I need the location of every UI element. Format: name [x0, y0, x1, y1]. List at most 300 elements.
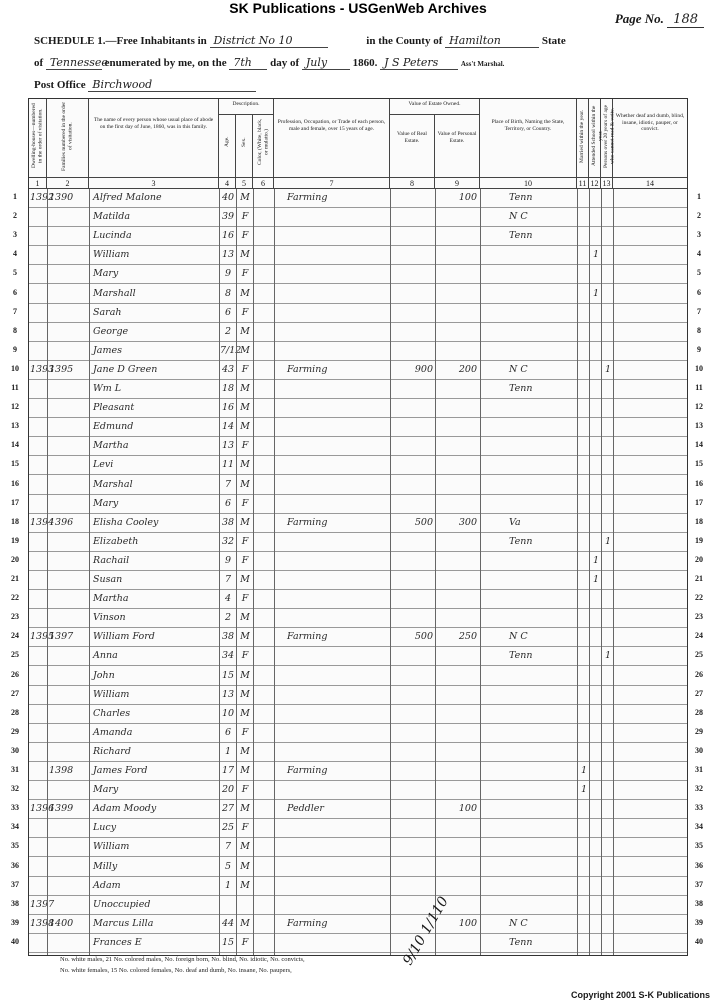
row-number: 30	[11, 745, 19, 755]
illiterate-mark	[603, 342, 613, 360]
birth-place	[509, 762, 575, 780]
row-number: 36	[11, 860, 19, 870]
married-mark	[579, 361, 589, 379]
family-number	[49, 208, 87, 226]
person-name: Lucy	[93, 822, 117, 834]
person-name: Wm L	[93, 383, 122, 394]
real-estate-value	[395, 533, 433, 551]
state-value: Tennessee	[46, 56, 102, 70]
personal-estate-value	[439, 246, 477, 264]
illiterate-mark: 1	[604, 650, 612, 662]
illiterate-mark	[603, 399, 613, 417]
married-mark	[579, 456, 589, 474]
row-number: 9	[13, 344, 17, 354]
person-age: 15	[221, 936, 235, 948]
real-estate-value	[395, 323, 433, 341]
illiterate-mark	[603, 227, 613, 245]
married-mark	[579, 571, 589, 589]
family-number	[49, 380, 87, 398]
personal-estate-value	[439, 667, 477, 685]
real-estate-value	[395, 495, 433, 513]
dwelling-number	[30, 686, 47, 704]
illiterate-mark	[603, 705, 613, 723]
illiterate-mark	[603, 246, 613, 264]
person-age: 7/12	[220, 344, 242, 356]
grid-column-line	[601, 189, 602, 955]
col-head-6: Color, (White, black, or mulatto.)	[253, 115, 274, 177]
person-sex: M	[240, 841, 250, 853]
day-value: 7th	[229, 56, 267, 70]
family-number	[49, 227, 87, 245]
person-sex: M	[240, 745, 250, 757]
row-number: 13	[695, 421, 703, 431]
state-label: State	[541, 35, 566, 47]
married-mark	[579, 552, 589, 570]
person-occupation: Farming	[287, 765, 328, 776]
grid-column-line	[236, 189, 237, 955]
birth-place	[509, 609, 575, 627]
person-sex: M	[240, 383, 250, 394]
row-number: 16	[11, 478, 19, 488]
person-name: Edmund	[93, 421, 134, 433]
row-number: 24	[11, 631, 19, 641]
personal-estate-value	[439, 456, 477, 474]
row-number: 4	[13, 249, 17, 259]
row-number: 34	[11, 822, 19, 832]
person-name: Susan	[93, 574, 123, 585]
schedule-line	[34, 34, 566, 48]
personal-estate-value	[439, 552, 477, 570]
person-sex: M	[240, 516, 250, 528]
illiterate-mark	[603, 800, 613, 818]
grid-column-line	[253, 189, 254, 955]
birth-place	[509, 877, 575, 895]
illiterate-mark	[603, 819, 613, 837]
real-estate-value: 500	[414, 516, 433, 528]
row-number: 37	[695, 879, 703, 889]
person-sex: M	[240, 192, 250, 203]
illiterate-mark	[603, 667, 613, 685]
person-occupation	[287, 342, 387, 360]
school-mark	[591, 877, 601, 895]
page-number	[615, 11, 704, 27]
of-label: of	[34, 57, 44, 69]
person-sex: F	[241, 593, 249, 605]
family-number	[49, 781, 87, 799]
person-occupation: Farming	[287, 516, 328, 528]
census-sheet	[28, 98, 688, 956]
dwelling-number	[30, 533, 47, 551]
row-number: 19	[11, 535, 19, 545]
school-mark	[591, 399, 601, 417]
row-number: 11	[11, 383, 19, 392]
birth-place: Tenn	[509, 936, 533, 948]
person-name: Mary	[93, 268, 119, 280]
person-occupation	[287, 590, 387, 608]
family-number	[49, 590, 87, 608]
marshal-value: J S Peters	[380, 56, 458, 70]
real-estate-value	[395, 342, 433, 360]
illiterate-mark	[603, 896, 613, 914]
row-number: 3	[697, 230, 701, 240]
married-mark	[579, 514, 589, 532]
personal-estate-value	[439, 571, 477, 589]
col-head-10: Place of Birth, Naming the State, Territory, or Country.	[480, 99, 577, 177]
real-estate-value	[395, 705, 433, 723]
personal-estate-value	[439, 819, 477, 837]
birth-place: Tenn	[509, 535, 533, 547]
person-occupation	[287, 819, 387, 837]
person-occupation	[287, 858, 387, 876]
school-mark	[591, 304, 601, 322]
row-number: 23	[695, 612, 703, 622]
person-name: George	[93, 325, 129, 337]
person-name: Unoccupied	[93, 898, 151, 910]
personal-estate-value	[439, 858, 477, 876]
dwelling-number	[30, 399, 47, 417]
personal-estate-value: 100	[458, 917, 477, 929]
person-name: Matilda	[93, 211, 131, 223]
person-sex: M	[240, 421, 250, 433]
person-age: 13	[221, 688, 235, 700]
row-number: 21	[11, 574, 19, 583]
personal-estate-value	[439, 609, 477, 627]
dwelling-number	[30, 781, 47, 799]
birth-place: N C	[509, 211, 528, 223]
person-sex: M	[240, 669, 250, 681]
row-number: 38	[695, 898, 703, 908]
illiterate-mark	[603, 838, 613, 856]
row-number: 3	[13, 230, 17, 240]
person-sex: F	[241, 363, 249, 375]
illiterate-mark	[603, 762, 613, 780]
footer-line-1: No. white males, 21 No. colored males, No. foreign born, No. blind, No. idiotic, No. convicts,	[60, 956, 305, 963]
family-number	[49, 571, 87, 589]
person-age: 9	[224, 554, 232, 566]
day-of-label: day of	[270, 57, 300, 69]
person-name: Martha	[93, 440, 129, 452]
school-mark	[591, 896, 601, 914]
birth-place	[509, 571, 575, 589]
married-mark	[579, 590, 589, 608]
grid-column-line	[435, 189, 436, 955]
person-occupation	[287, 609, 387, 627]
person-occupation	[287, 323, 387, 341]
row-number: 29	[11, 726, 19, 736]
personal-estate-value	[439, 934, 477, 952]
dwelling-number	[30, 418, 47, 436]
birth-place	[509, 437, 575, 455]
school-mark	[591, 456, 601, 474]
school-mark	[591, 647, 601, 665]
person-age: 34	[221, 650, 235, 662]
birth-place	[509, 781, 575, 799]
row-number: 15	[11, 459, 19, 469]
school-mark	[591, 437, 601, 455]
personal-estate-value	[439, 304, 477, 322]
col-head-9: Value of Personal Estate.	[435, 115, 480, 177]
person-age	[220, 896, 236, 914]
married-mark: 1	[580, 765, 588, 776]
person-name: Elizabeth	[93, 535, 139, 547]
person-occupation	[287, 208, 387, 226]
real-estate-value	[395, 800, 433, 818]
col-num-14: 14	[613, 177, 687, 189]
school-mark	[591, 858, 601, 876]
person-age: 8	[224, 287, 232, 299]
personal-estate-value	[439, 877, 477, 895]
person-age: 7	[224, 478, 232, 490]
row-number: 38	[11, 898, 19, 908]
illiterate-mark	[603, 285, 613, 303]
row-number: 20	[695, 554, 703, 564]
family-number: 1396	[49, 516, 74, 528]
person-age: 18	[221, 383, 235, 394]
person-name: Adam Moody	[93, 803, 157, 815]
person-age: 15	[221, 669, 235, 681]
illiterate-mark	[603, 380, 613, 398]
person-occupation	[287, 667, 387, 685]
dwelling-number	[30, 743, 47, 761]
row-number: 39	[11, 917, 19, 927]
person-occupation	[287, 896, 387, 914]
school-mark	[591, 762, 601, 780]
school-mark	[591, 514, 601, 532]
illiterate-mark	[603, 189, 613, 207]
person-occupation	[287, 781, 387, 799]
birth-place: N C	[509, 363, 528, 375]
description-head: Description.	[219, 99, 274, 115]
person-sex: F	[241, 650, 249, 662]
person-name: Rachail	[93, 554, 130, 566]
birth-place	[509, 418, 575, 436]
row-number: 22	[11, 593, 19, 603]
birth-place	[509, 246, 575, 264]
school-mark	[591, 323, 601, 341]
person-name: Charles	[93, 707, 131, 719]
row-number: 12	[695, 402, 703, 412]
illiterate-mark	[603, 858, 613, 876]
enumerated-label: enumerated by me, on the	[104, 57, 227, 69]
personal-estate-value	[439, 838, 477, 856]
person-sex: M	[240, 917, 250, 929]
person-sex: F	[241, 822, 249, 834]
person-sex: M	[240, 459, 250, 471]
person-age: 13	[221, 249, 235, 261]
row-number: 35	[695, 841, 703, 851]
row-number: 19	[695, 535, 703, 545]
person-name: William	[93, 688, 130, 700]
school-mark	[591, 533, 601, 551]
married-mark	[579, 265, 589, 283]
married-mark	[579, 227, 589, 245]
person-name: Marcus Lilla	[93, 917, 154, 929]
real-estate-value	[395, 418, 433, 436]
person-name: Milly	[93, 860, 118, 872]
illiterate-mark	[603, 552, 613, 570]
school-mark: 1	[592, 574, 600, 585]
illiterate-mark	[603, 437, 613, 455]
person-age: 17	[221, 765, 235, 776]
person-sex: M	[240, 688, 250, 700]
person-age: 7	[224, 841, 232, 853]
personal-estate-value	[439, 724, 477, 742]
col-head-8: Value of Real Estate.	[390, 115, 435, 177]
real-estate-value	[395, 189, 433, 207]
illiterate-mark	[603, 743, 613, 761]
family-number	[49, 819, 87, 837]
person-occupation	[287, 437, 387, 455]
person-sex: M	[240, 325, 250, 337]
col-head-4: Age.	[219, 115, 236, 177]
dwelling-number: 1396	[30, 803, 55, 815]
person-age: 16	[221, 230, 235, 242]
illiterate-mark	[603, 323, 613, 341]
married-mark	[579, 705, 589, 723]
person-name: Jane D Green	[93, 363, 158, 375]
grid-column-line	[89, 189, 90, 955]
person-age: 7	[224, 574, 232, 585]
married-mark	[579, 476, 589, 494]
personal-estate-value	[439, 781, 477, 799]
family-number	[49, 838, 87, 856]
person-occupation: Farming	[287, 192, 328, 203]
row-number: 6	[13, 287, 17, 297]
grid-column-line	[274, 189, 275, 955]
personal-estate-value: 250	[458, 631, 477, 643]
person-occupation	[287, 647, 387, 665]
row-number: 8	[697, 325, 701, 335]
person-occupation	[287, 418, 387, 436]
school-mark	[591, 609, 601, 627]
row-number: 5	[13, 268, 17, 278]
dwelling-number: 1398	[30, 917, 55, 929]
row-number: 12	[11, 402, 19, 412]
illiterate-mark	[603, 877, 613, 895]
family-number	[49, 246, 87, 264]
col-num-7: 7	[274, 177, 390, 189]
row-number: 39	[695, 917, 703, 927]
school-mark	[591, 208, 601, 226]
real-estate-value	[395, 304, 433, 322]
person-sex: F	[241, 535, 249, 547]
person-name: Marshall	[93, 287, 136, 299]
personal-estate-value	[439, 743, 477, 761]
personal-estate-value	[439, 227, 477, 245]
row-number: 7	[697, 306, 701, 316]
personal-estate-value	[439, 590, 477, 608]
family-number	[49, 418, 87, 436]
real-estate-value	[395, 724, 433, 742]
person-age: 9	[224, 268, 232, 280]
real-estate-value: 900	[414, 363, 433, 375]
person-sex: M	[240, 765, 250, 776]
dwelling-number: 1395	[30, 631, 55, 643]
row-number: 32	[11, 784, 19, 794]
person-name: James	[93, 344, 122, 356]
col-num-4: 4	[219, 177, 236, 189]
row-number: 16	[695, 478, 703, 488]
family-number	[49, 934, 87, 952]
illiterate-mark	[603, 686, 613, 704]
person-age: 44	[221, 917, 235, 929]
person-name: William	[93, 841, 130, 853]
person-age: 16	[221, 402, 235, 414]
person-occupation	[287, 552, 387, 570]
real-estate-value	[395, 762, 433, 780]
dwelling-number	[30, 819, 47, 837]
school-mark	[591, 915, 601, 933]
school-mark	[591, 838, 601, 856]
family-number	[49, 877, 87, 895]
person-name: Levi	[93, 459, 114, 471]
person-age: 38	[221, 516, 235, 528]
person-occupation	[287, 495, 387, 513]
married-mark	[579, 323, 589, 341]
birth-place	[509, 858, 575, 876]
row-number: 23	[11, 612, 19, 622]
page-number-label: Page No.	[614, 11, 664, 26]
person-name: Sarah	[93, 306, 122, 318]
post-office-line	[34, 78, 256, 92]
person-sex: F	[241, 554, 249, 566]
personal-estate-value	[439, 285, 477, 303]
family-number	[49, 265, 87, 283]
school-mark	[591, 934, 601, 952]
birth-place	[509, 724, 575, 742]
birth-place	[509, 476, 575, 494]
dwelling-number	[30, 323, 47, 341]
row-number: 13	[11, 421, 19, 431]
row-number: 2	[697, 211, 701, 221]
person-occupation	[287, 705, 387, 723]
row-number: 21	[695, 574, 703, 583]
person-age: 40	[221, 192, 235, 203]
footer-line-2: No. white females, 15 No. colored females, No. deaf and dumb, No. insane, No. paupers,	[60, 967, 292, 974]
married-mark: 1	[580, 784, 588, 796]
row-number: 2	[13, 211, 17, 221]
person-name: William Ford	[93, 631, 155, 643]
row-number: 26	[695, 669, 703, 679]
dwelling-number	[30, 227, 47, 245]
col-num-9: 9	[435, 177, 480, 189]
school-mark	[591, 819, 601, 837]
person-occupation: Peddler	[287, 803, 324, 815]
person-sex: F	[241, 211, 249, 223]
dwelling-number	[30, 647, 47, 665]
illiterate-mark	[603, 724, 613, 742]
person-name: Alfred Malone	[93, 192, 162, 203]
birth-place	[509, 819, 575, 837]
row-number: 17	[695, 497, 703, 507]
married-mark	[579, 189, 589, 207]
married-mark	[579, 724, 589, 742]
enumeration-line	[34, 56, 504, 70]
school-mark	[591, 265, 601, 283]
row-number: 4	[697, 249, 701, 259]
dwelling-number	[30, 762, 47, 780]
real-estate-value	[395, 399, 433, 417]
school-mark	[591, 686, 601, 704]
person-name: Anna	[93, 650, 118, 662]
person-occupation	[287, 838, 387, 856]
school-mark	[591, 495, 601, 513]
person-occupation	[287, 571, 387, 589]
grid-column-line	[577, 189, 578, 955]
personal-estate-value	[439, 647, 477, 665]
birth-place	[509, 285, 575, 303]
person-occupation	[287, 246, 387, 264]
